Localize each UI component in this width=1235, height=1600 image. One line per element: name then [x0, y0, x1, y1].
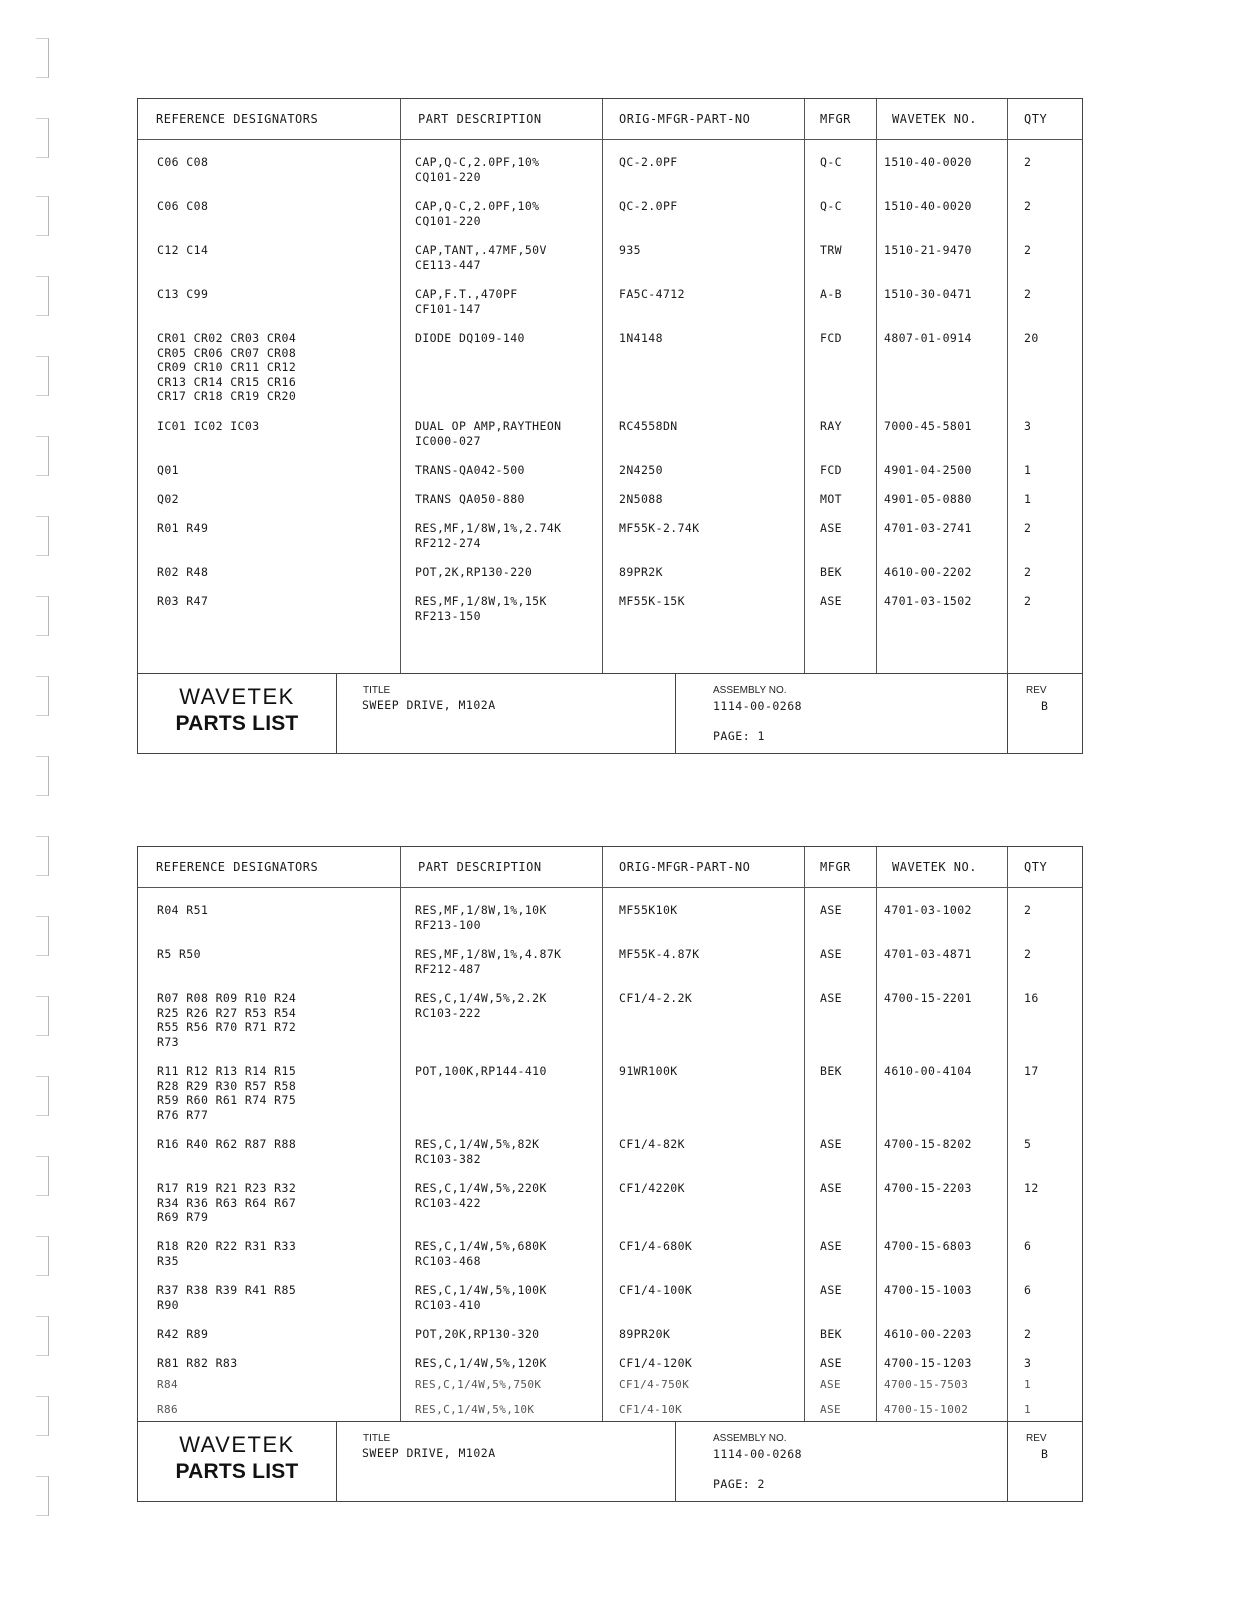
qty-cell: 3 — [1024, 419, 1032, 433]
part-description-cell: DUAL OP AMP,RAYTHEON IC000-027 — [415, 419, 562, 448]
part-description-cell: RES,C,1/4W,5%,2.2K RC103-222 — [415, 991, 547, 1020]
part-description-cell: CAP,TANT,.47MF,50V CE113-447 — [415, 243, 547, 272]
parts-list-sheet-page-1 — [137, 98, 1083, 754]
binder-hole-mark — [36, 356, 49, 396]
wavetek-no-cell: 4807-01-0914 — [884, 331, 972, 345]
wavetek-logo — [138, 1422, 337, 1502]
parts-list-label: PARTS LIST — [175, 1460, 299, 1483]
wavetek-no-cell: 1510-40-0020 — [884, 199, 972, 213]
orig-mfgr-part-no-cell: 2N4250 — [619, 463, 663, 477]
binder-hole-mark — [36, 596, 49, 636]
ref-designators-cell: R07 R08 R09 R10 R24 R25 R26 R27 R53 R54 R55 R56 R70 R71 R72 R73 — [157, 991, 297, 1049]
binder-hole-mark — [36, 1396, 49, 1436]
qty-cell: 1 — [1024, 463, 1032, 477]
orig-mfgr-part-no-cell: 2N5088 — [619, 492, 663, 506]
wavetek-no-cell: 4610-00-2203 — [884, 1327, 972, 1341]
part-description-cell: POT,100K,RP144-410 — [415, 1064, 547, 1078]
mfgr-cell: ASE — [820, 1137, 842, 1151]
mfgr-cell: Q-C — [820, 199, 842, 213]
document-title: SWEEP DRIVE, M102A — [362, 1446, 496, 1460]
wavetek-no-cell: 4700-15-8202 — [884, 1137, 972, 1151]
mfgr-cell: RAY — [820, 419, 842, 433]
part-description-cell: RES,C,1/4W,5%,750K — [415, 1378, 542, 1391]
ref-designators-cell: R02 R48 — [157, 565, 209, 579]
qty-cell: 2 — [1024, 1327, 1032, 1341]
mfgr-cell: ASE — [820, 1283, 842, 1297]
wavetek-no-cell: 4700-15-7503 — [884, 1378, 969, 1391]
header-orig-mfgr-part-no: ORIG-MFGR-PART-NO — [619, 112, 751, 126]
ref-designators-cell: R03 R47 — [157, 594, 209, 608]
mfgr-cell: FCD — [820, 463, 842, 477]
header-wavetek-no: WAVETEK NO. — [892, 860, 977, 874]
ref-designators-cell: C06 C08 — [157, 155, 209, 169]
orig-mfgr-part-no-cell: MF55K10K — [619, 903, 678, 917]
page-number: PAGE: 1 — [713, 729, 765, 743]
binder-hole-mark — [36, 196, 49, 236]
qty-cell: 20 — [1024, 331, 1039, 345]
header-wavetek-no: WAVETEK NO. — [892, 112, 977, 126]
header-part-description: PART DESCRIPTION — [418, 860, 542, 874]
title-cell — [337, 1422, 676, 1502]
wavetek-no-cell: 4610-00-2202 — [884, 565, 972, 579]
binder-hole-mark — [36, 1156, 49, 1196]
header-qty: QTY — [1024, 112, 1048, 126]
wavetek-no-cell: 4610-00-4104 — [884, 1064, 972, 1078]
parts-list-label: PARTS LIST — [175, 712, 299, 735]
orig-mfgr-part-no-cell: QC-2.0PF — [619, 155, 678, 169]
part-description-cell: DIODE DQ109-140 — [415, 331, 525, 345]
ref-designators-cell: CR01 CR02 CR03 CR04 CR05 CR06 CR07 CR08 CR09 CR10 CR11 CR12 CR13 CR14 CR15 CR16 CR17 CR18 CR19 CR20 — [157, 331, 297, 403]
mfgr-cell: ASE — [820, 1239, 842, 1253]
qty-cell: 2 — [1024, 947, 1032, 961]
wavetek-no-cell: 4901-05-0880 — [884, 492, 972, 506]
binder-hole-mark — [36, 756, 49, 796]
revision-value: B — [1041, 699, 1049, 713]
binder-hole-mark — [36, 996, 49, 1036]
rev-label: REV — [1026, 685, 1047, 696]
binder-hole-mark — [36, 916, 49, 956]
page-number: PAGE: 2 — [713, 1477, 765, 1491]
header-reference-designators: REFERENCE DESIGNATORS — [156, 112, 319, 126]
part-description-cell: TRANS-QA042-500 — [415, 463, 525, 477]
rev-label: REV — [1026, 1433, 1047, 1444]
ref-designators-cell: Q01 — [157, 463, 179, 477]
wavetek-no-cell: 4701-03-1502 — [884, 594, 972, 608]
orig-mfgr-part-no-cell: 1N4148 — [619, 331, 663, 345]
part-description-cell: RES,MF,1/8W,1%,4.87K RF212-487 — [415, 947, 562, 976]
ref-designators-cell: R81 R82 R83 — [157, 1356, 238, 1370]
binder-hole-mark — [36, 1316, 49, 1356]
part-description-cell: RES,C,1/4W,5%,120K — [415, 1356, 547, 1370]
orig-mfgr-part-no-cell: 89PR2K — [619, 565, 663, 579]
binder-hole-mark — [36, 436, 49, 476]
qty-cell: 16 — [1024, 991, 1039, 1005]
wavetek-no-cell: 4700-15-6803 — [884, 1239, 972, 1253]
revision-cell — [1008, 674, 1082, 754]
wavetek-no-cell: 4700-15-2203 — [884, 1181, 972, 1195]
mfgr-cell: FCD — [820, 331, 842, 345]
header-orig-mfgr-part-no: ORIG-MFGR-PART-NO — [619, 860, 751, 874]
qty-cell: 3 — [1024, 1356, 1032, 1370]
header-qty: QTY — [1024, 860, 1048, 874]
ref-designators-cell: R01 R49 — [157, 521, 209, 535]
header-mfgr: MFGR — [820, 112, 851, 126]
binder-hole-mark — [36, 1236, 49, 1276]
ref-designators-cell: IC01 IC02 IC03 — [157, 419, 260, 433]
wavetek-no-cell: 4700-15-1003 — [884, 1283, 972, 1297]
binder-hole-mark — [36, 516, 49, 556]
mfgr-cell: ASE — [820, 991, 842, 1005]
part-description-cell: TRANS QA050-880 — [415, 492, 525, 506]
mfgr-cell: A-B — [820, 287, 842, 301]
ref-designators-cell: R11 R12 R13 R14 R15 R28 R29 R30 R57 R58 R59 R60 R61 R74 R75 R76 R77 — [157, 1064, 297, 1122]
part-description-cell: RES,C,1/4W,5%,82K RC103-382 — [415, 1137, 540, 1166]
ref-designators-cell: R42 R89 — [157, 1327, 209, 1341]
orig-mfgr-part-no-cell: QC-2.0PF — [619, 199, 678, 213]
header-mfgr: MFGR — [820, 860, 851, 874]
orig-mfgr-part-no-cell: 935 — [619, 243, 641, 257]
title-label: TITLE — [363, 685, 391, 696]
wavetek-no-cell: 7000-45-5801 — [884, 419, 972, 433]
title-label: TITLE — [363, 1433, 391, 1444]
part-description-cell: POT,2K,RP130-220 — [415, 565, 533, 579]
ref-designators-cell: R17 R19 R21 R23 R32 R34 R36 R63 R64 R67 R69 R79 — [157, 1181, 297, 1224]
qty-cell: 2 — [1024, 199, 1032, 213]
binder-hole-mark — [36, 1476, 49, 1516]
part-description-cell: RES,MF,1/8W,1%,2.74K RF212-274 — [415, 521, 562, 550]
ref-designators-cell: Q02 — [157, 492, 179, 506]
binder-hole-mark — [36, 38, 49, 78]
document-title: SWEEP DRIVE, M102A — [362, 698, 496, 712]
part-description-cell: RES,C,1/4W,5%,680K RC103-468 — [415, 1239, 547, 1268]
orig-mfgr-part-no-cell: MF55K-15K — [619, 594, 685, 608]
orig-mfgr-part-no-cell: CF1/4-10K — [619, 1403, 683, 1416]
binder-hole-mark — [36, 676, 49, 716]
orig-mfgr-part-no-cell: FA5C-4712 — [619, 287, 685, 301]
orig-mfgr-part-no-cell: 89PR20K — [619, 1327, 671, 1341]
mfgr-cell: BEK — [820, 1327, 842, 1341]
qty-cell: 2 — [1024, 243, 1032, 257]
ref-designators-cell: R16 R40 R62 R87 R88 — [157, 1137, 297, 1151]
assembly-cell — [676, 674, 1008, 754]
part-description-cell: CAP,Q-C,2.0PF,10% CQ101-220 — [415, 155, 540, 184]
mfgr-cell: MOT — [820, 492, 842, 506]
qty-cell: 2 — [1024, 155, 1032, 169]
mfgr-cell: ASE — [820, 594, 842, 608]
wavetek-no-cell: 1510-21-9470 — [884, 243, 972, 257]
assembly-number: 1114-00-0268 — [713, 699, 803, 713]
ref-designators-cell: R5 R50 — [157, 947, 201, 961]
orig-mfgr-part-no-cell: CF1/4-82K — [619, 1137, 685, 1151]
mfgr-cell: TRW — [820, 243, 842, 257]
header-reference-designators: REFERENCE DESIGNATORS — [156, 860, 319, 874]
assembly-label: ASSEMBLY NO. — [713, 685, 787, 696]
mfgr-cell: ASE — [820, 1356, 842, 1370]
binder-hole-mark — [36, 118, 49, 158]
orig-mfgr-part-no-cell: 91WR100K — [619, 1064, 678, 1078]
wavetek-no-cell: 4701-03-4871 — [884, 947, 972, 961]
binder-hole-mark — [36, 836, 49, 876]
mfgr-cell: ASE — [820, 1378, 842, 1391]
wavetek-logo — [138, 674, 337, 754]
qty-cell: 1 — [1024, 1403, 1032, 1416]
mfgr-cell: ASE — [820, 1181, 842, 1195]
ref-designators-cell: R84 — [157, 1378, 179, 1391]
qty-cell: 2 — [1024, 903, 1032, 917]
title-block — [138, 1421, 1082, 1502]
part-description-cell: RES,MF,1/8W,1%,10K RF213-100 — [415, 903, 547, 932]
wavetek-no-cell: 4701-03-1002 — [884, 903, 972, 917]
revision-cell — [1008, 1422, 1082, 1502]
part-description-cell: CAP,F.T.,470PF CF101-147 — [415, 287, 518, 316]
wavetek-no-cell: 1510-30-0471 — [884, 287, 972, 301]
orig-mfgr-part-no-cell: CF1/4-680K — [619, 1239, 693, 1253]
orig-mfgr-part-no-cell: CF1/4220K — [619, 1181, 685, 1195]
revision-value: B — [1041, 1447, 1049, 1461]
ref-designators-cell: R86 — [157, 1403, 179, 1416]
part-description-cell: RES,MF,1/8W,1%,15K RF213-150 — [415, 594, 547, 623]
ref-designators-cell: C12 C14 — [157, 243, 209, 257]
part-description-cell: POT,20K,RP130-320 — [415, 1327, 540, 1341]
qty-cell: 2 — [1024, 594, 1032, 608]
header-part-description: PART DESCRIPTION — [418, 112, 542, 126]
wavetek-no-cell: 4700-15-1203 — [884, 1356, 972, 1370]
ref-designators-cell: R18 R20 R22 R31 R33 R35 — [157, 1239, 297, 1268]
orig-mfgr-part-no-cell: MF55K-2.74K — [619, 521, 700, 535]
part-description-cell: RES,C,1/4W,5%,100K RC103-410 — [415, 1283, 547, 1312]
qty-cell: 17 — [1024, 1064, 1039, 1078]
binder-hole-mark — [36, 1076, 49, 1116]
title-block — [138, 673, 1082, 754]
qty-cell: 5 — [1024, 1137, 1032, 1151]
orig-mfgr-part-no-cell: MF55K-4.87K — [619, 947, 700, 961]
brand-name: WAVETEK — [179, 684, 295, 709]
part-description-cell: CAP,Q-C,2.0PF,10% CQ101-220 — [415, 199, 540, 228]
mfgr-cell: ASE — [820, 521, 842, 535]
ref-designators-cell: R37 R38 R39 R41 R85 R90 — [157, 1283, 297, 1312]
part-description-cell: RES,C,1/4W,5%,220K RC103-422 — [415, 1181, 547, 1210]
qty-cell: 12 — [1024, 1181, 1039, 1195]
wavetek-no-cell: 4700-15-1002 — [884, 1403, 969, 1416]
mfgr-cell: ASE — [820, 1403, 842, 1416]
qty-cell: 1 — [1024, 1378, 1032, 1391]
mfgr-cell: ASE — [820, 947, 842, 961]
qty-cell: 6 — [1024, 1283, 1032, 1297]
qty-cell: 2 — [1024, 565, 1032, 579]
assembly-number: 1114-00-0268 — [713, 1447, 803, 1461]
part-description-cell: RES,C,1/4W,5%,10K — [415, 1403, 535, 1416]
orig-mfgr-part-no-cell: CF1/4-100K — [619, 1283, 693, 1297]
binder-hole-mark — [36, 276, 49, 316]
assembly-label: ASSEMBLY NO. — [713, 1433, 787, 1444]
ref-designators-cell: C06 C08 — [157, 199, 209, 213]
orig-mfgr-part-no-cell: CF1/4-750K — [619, 1378, 690, 1391]
ref-designators-cell: C13 C99 — [157, 287, 209, 301]
wavetek-no-cell: 4700-15-2201 — [884, 991, 972, 1005]
orig-mfgr-part-no-cell: CF1/4-120K — [619, 1356, 693, 1370]
brand-name: WAVETEK — [179, 1432, 295, 1457]
qty-cell: 6 — [1024, 1239, 1032, 1253]
parts-list-sheet-page-2 — [137, 846, 1083, 1502]
mfgr-cell: BEK — [820, 1064, 842, 1078]
mfgr-cell: BEK — [820, 565, 842, 579]
qty-cell: 1 — [1024, 492, 1032, 506]
mfgr-cell: ASE — [820, 903, 842, 917]
orig-mfgr-part-no-cell: RC4558DN — [619, 419, 678, 433]
qty-cell: 2 — [1024, 287, 1032, 301]
wavetek-no-cell: 4701-03-2741 — [884, 521, 972, 535]
assembly-cell — [676, 1422, 1008, 1502]
qty-cell: 2 — [1024, 521, 1032, 535]
ref-designators-cell: R04 R51 — [157, 903, 209, 917]
wavetek-no-cell: 4901-04-2500 — [884, 463, 972, 477]
mfgr-cell: Q-C — [820, 155, 842, 169]
orig-mfgr-part-no-cell: CF1/4-2.2K — [619, 991, 693, 1005]
wavetek-no-cell: 1510-40-0020 — [884, 155, 972, 169]
title-cell — [337, 674, 676, 754]
